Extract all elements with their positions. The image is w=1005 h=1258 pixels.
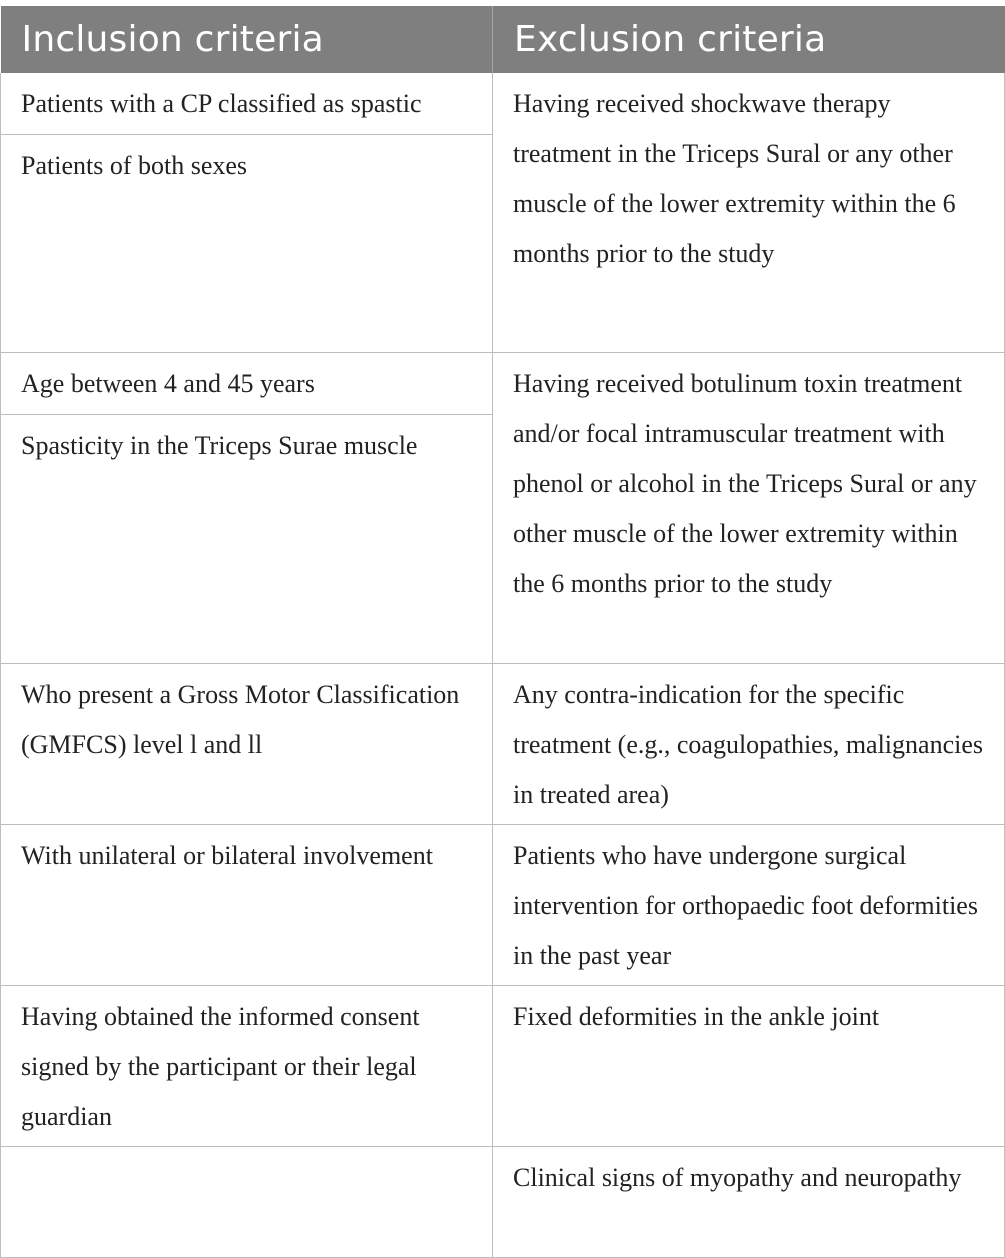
inclusion-item: Patients with a CP classified as spastic — [1, 73, 492, 135]
table-row — [1, 1146, 1005, 1257]
exclusion-cell: Clinical signs of myopathy and neuropathy — [493, 1146, 1005, 1257]
exclusion-cell: Any contra-indication for the specific treatment (e.g., coagulopathies, malignancies in treated area) — [493, 663, 1005, 824]
inclusion-cell — [1, 73, 493, 352]
inclusion-item — [1, 1147, 492, 1153]
inclusion-item: Age between 4 and 45 years — [1, 353, 492, 415]
exclusion-cell: Patients who have undergone surgical intervention for orthopaedic foot deformities in the past year — [493, 824, 1005, 985]
table-row — [1, 824, 1005, 985]
header-inclusion-criteria: Inclusion criteria — [1, 6, 493, 73]
table-row — [1, 663, 1005, 824]
table-row — [1, 352, 1005, 663]
table-row — [1, 73, 1005, 352]
table-body — [1, 73, 1005, 1257]
inclusion-cell — [1, 663, 493, 824]
header-row — [1, 6, 1005, 73]
exclusion-cell: Having received shockwave therapy treatment in the Triceps Sural or any other muscle of the lower extremity within the 6 months prior to the study — [493, 73, 1005, 352]
inclusion-cell — [1, 1146, 493, 1257]
inclusion-item: Spasticity in the Triceps Surae muscle — [21, 430, 418, 460]
exclusion-cell: Fixed deformities in the ankle joint — [493, 985, 1005, 1146]
inclusion-item: Having obtained the informed consent signed by the participant or their legal guardian — [21, 1001, 420, 1131]
inclusion-item: Who present a Gross Motor Classification (GMFCS) level l and ll — [21, 679, 460, 759]
inclusion-item: Patients of both sexes — [21, 151, 248, 180]
inclusion-cell — [1, 352, 493, 663]
table-header — [1, 6, 1005, 73]
inclusion-cell — [1, 824, 493, 985]
header-exclusion-criteria: Exclusion criteria — [493, 6, 1005, 73]
criteria-table — [0, 6, 1005, 1258]
exclusion-cell: Having received botulinum toxin treatment and/or focal intramuscular treatment with phenol or alcohol in the Triceps Sural or any other muscle of the lower extremity within the 6 months prior to the study — [493, 352, 1005, 663]
inclusion-cell — [1, 985, 493, 1146]
table-row — [1, 985, 1005, 1146]
inclusion-item: With unilateral or bilateral involvement — [21, 840, 433, 870]
